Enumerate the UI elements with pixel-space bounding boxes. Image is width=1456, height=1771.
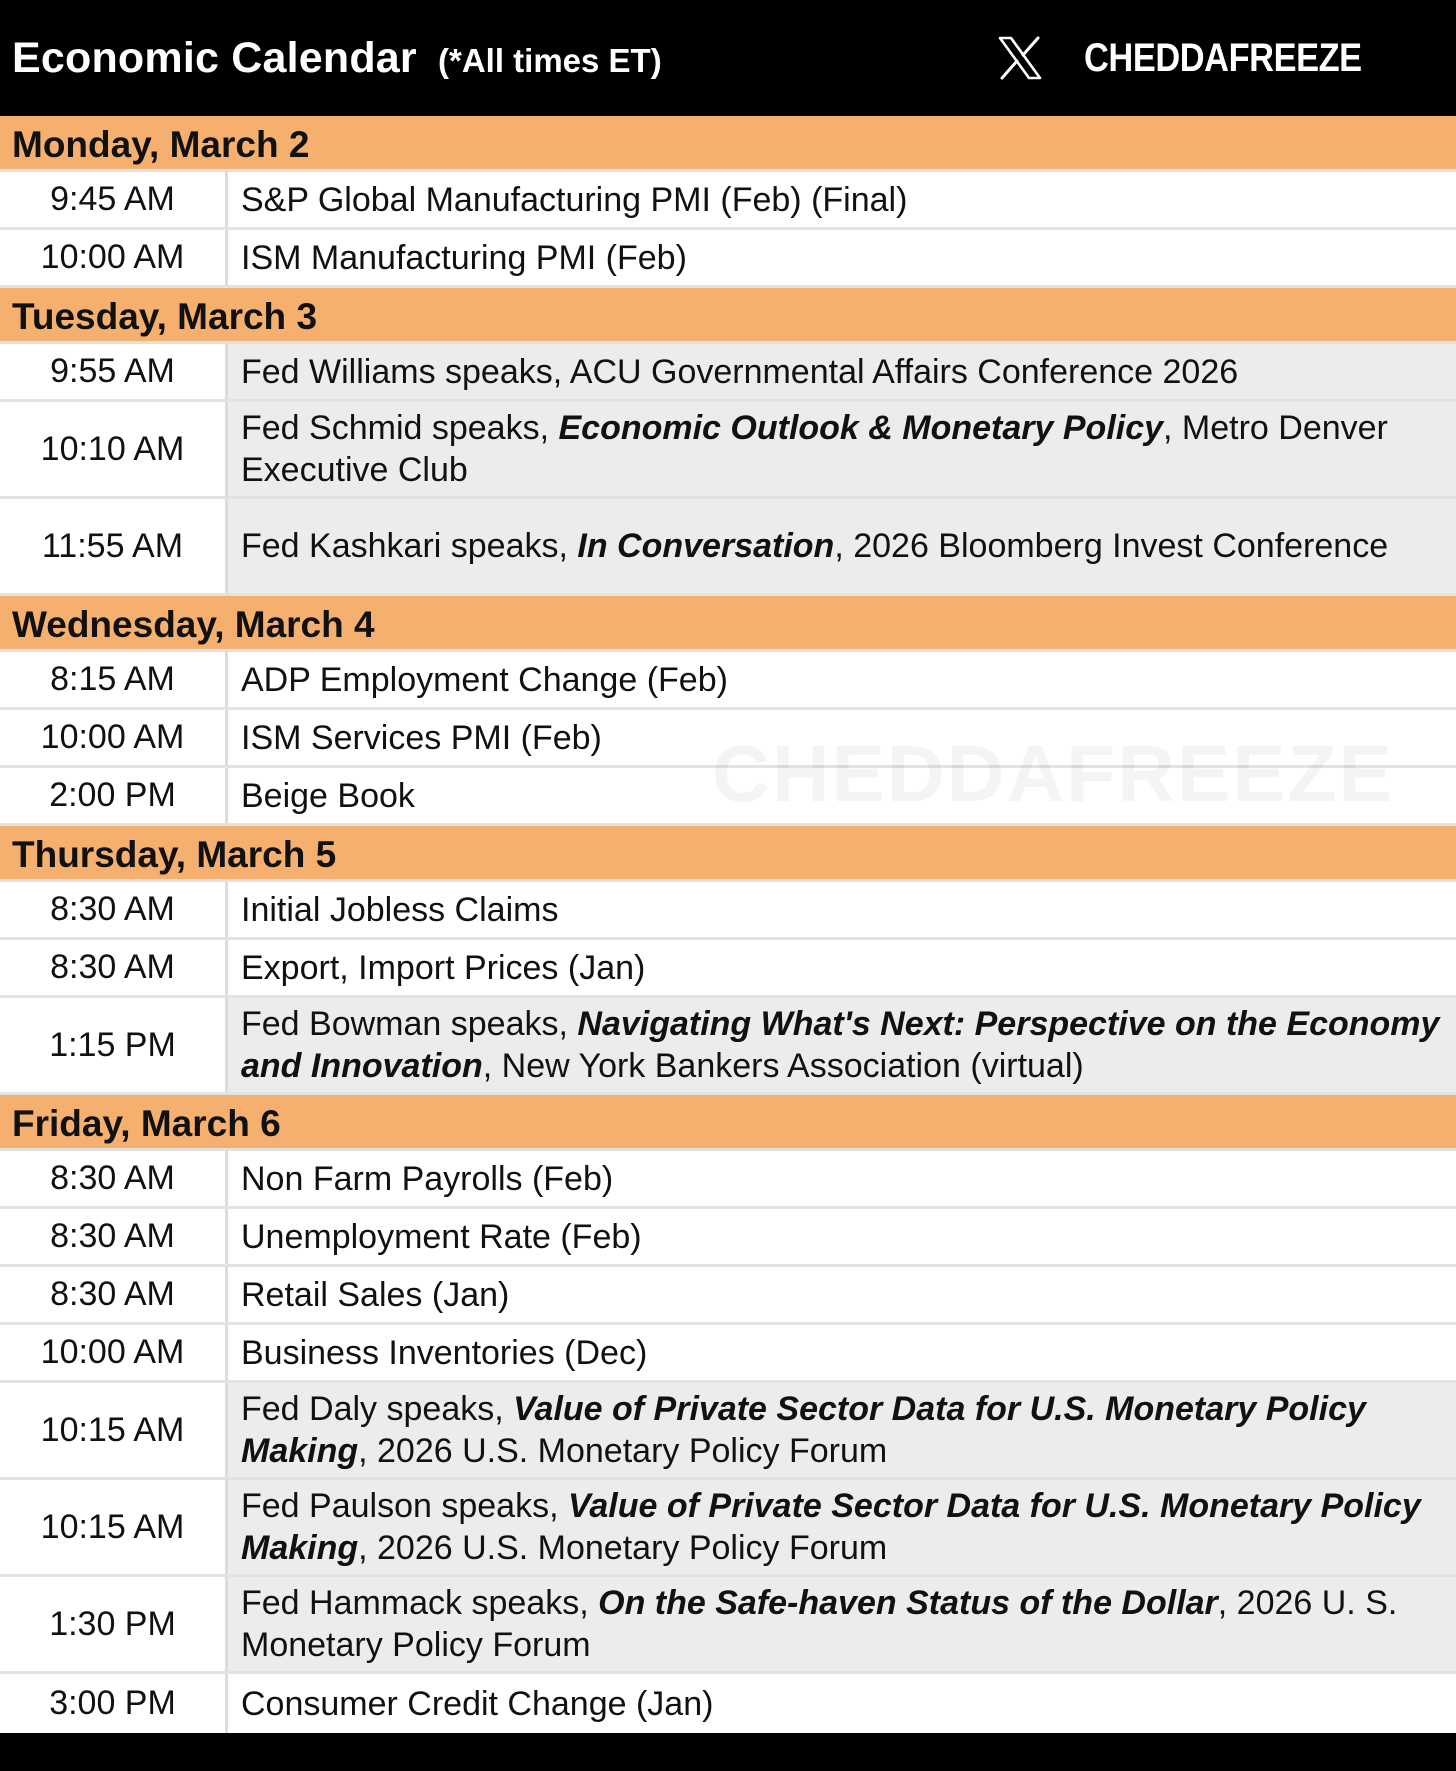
- event-text: S&P Global Manufacturing PMI (Feb) (Final): [241, 180, 908, 219]
- event-row: [0, 710, 1456, 768]
- event-text: Export, Import Prices (Jan): [241, 948, 646, 987]
- event-time: 8:30 AM: [0, 1151, 228, 1206]
- day-header: Thursday, March 5: [0, 826, 1456, 882]
- event-text: Business Inventories (Dec): [241, 1333, 648, 1372]
- event-row: [0, 652, 1456, 710]
- event-text: Initial Jobless Claims: [241, 890, 559, 929]
- event-row: [0, 1480, 1456, 1577]
- event-row: [0, 1577, 1456, 1674]
- event-row: [0, 230, 1456, 288]
- event-text: ADP Employment Change (Feb): [241, 660, 728, 699]
- venue-text: , New York Bankers Association (virtual): [482, 1047, 1084, 1085]
- event-row: [0, 402, 1456, 499]
- event-description: [228, 1480, 1456, 1574]
- event-description: [228, 998, 1456, 1092]
- event-text: Fed Williams speaks, ACU Governmental Affairs Conference 2026: [241, 352, 1239, 391]
- venue-text: , 2026 U.S. Monetary Policy Forum: [358, 1529, 888, 1567]
- event-description: [228, 882, 1456, 937]
- event-time: 10:15 AM: [0, 1383, 228, 1477]
- event-time: 1:30 PM: [0, 1577, 228, 1671]
- speech-topic: Value of Private Sector Data for U.S. Monetary Policy Making: [241, 1390, 1366, 1470]
- speech-topic: Value of Private Sector Data for U.S. Monetary Policy Making: [241, 1487, 1421, 1567]
- day-header: Friday, March 6: [0, 1095, 1456, 1151]
- timezone-note: (*All times ET): [438, 42, 662, 79]
- speaker-text: Fed Schmid speaks,: [241, 409, 559, 447]
- speech-topic: Navigating What's Next: Perspective on the Economy and Innovation: [241, 1005, 1440, 1085]
- event-row: [0, 499, 1456, 596]
- event-row: [0, 1151, 1456, 1209]
- event-description: [228, 230, 1456, 285]
- day-header: Wednesday, March 4: [0, 596, 1456, 652]
- speech-topic: On the Safe-haven Status of the Dollar: [598, 1584, 1218, 1622]
- speech-topic: Economic Outlook & Monetary Policy: [558, 409, 1164, 447]
- event-time: 11:55 AM: [0, 499, 228, 593]
- calendar-table: [0, 116, 1456, 1733]
- speaker-text: Fed Hammack speaks,: [241, 1584, 599, 1622]
- event-description: [228, 499, 1456, 593]
- speaker-text: Fed Bowman speaks,: [241, 1005, 578, 1043]
- event-time: 3:00 PM: [0, 1674, 228, 1733]
- event-time: 8:15 AM: [0, 652, 228, 707]
- event-description: [228, 402, 1456, 496]
- event-text: Non Farm Payrolls (Feb): [241, 1159, 614, 1198]
- venue-text: , 2026 U.S. Monetary Policy Forum: [358, 1432, 888, 1470]
- event-row: [0, 1209, 1456, 1267]
- event-text: Unemployment Rate (Feb): [241, 1217, 642, 1256]
- speaker-text: Fed Paulson speaks,: [241, 1487, 568, 1525]
- speech-topic: In Conversation: [577, 527, 835, 565]
- event-time: 10:10 AM: [0, 402, 228, 496]
- event-row: [0, 172, 1456, 230]
- event-row: [0, 882, 1456, 940]
- event-row: [0, 344, 1456, 402]
- event-description: [228, 172, 1456, 227]
- speaker-text: Fed Daly speaks,: [241, 1390, 514, 1428]
- event-text: Consumer Credit Change (Jan): [241, 1684, 714, 1723]
- event-time: 8:30 AM: [0, 940, 228, 995]
- venue-text: , Metro Denver Executive Club: [241, 409, 1388, 489]
- event-description: [228, 1674, 1456, 1733]
- event-description: [228, 710, 1456, 765]
- header-bar: [0, 0, 1456, 116]
- event-time: 8:30 AM: [0, 1209, 228, 1264]
- event-description: [228, 1151, 1456, 1206]
- event-time: 10:00 AM: [0, 230, 228, 285]
- event-row: [0, 1325, 1456, 1383]
- event-description: [228, 1577, 1456, 1671]
- day-header: Tuesday, March 3: [0, 288, 1456, 344]
- day-header: Monday, March 2: [0, 116, 1456, 172]
- venue-text: , 2026 U. S. Monetary Policy Forum: [241, 1584, 1398, 1664]
- event-text: Beige Book: [241, 776, 415, 815]
- event-row: [0, 1674, 1456, 1733]
- venue-text: , 2026 Bloomberg Invest Conference: [834, 527, 1389, 565]
- event-row: [0, 1383, 1456, 1480]
- event-time: 10:00 AM: [0, 1325, 228, 1380]
- event-time: 9:45 AM: [0, 172, 228, 227]
- event-row: [0, 768, 1456, 826]
- event-time: 8:30 AM: [0, 882, 228, 937]
- event-time: 8:30 AM: [0, 1267, 228, 1322]
- event-description: [228, 652, 1456, 707]
- event-description: [228, 768, 1456, 823]
- brand-name: CHEDDAFREEZE: [1084, 36, 1362, 80]
- x-logo-icon: [996, 36, 1044, 80]
- event-time: 1:15 PM: [0, 998, 228, 1092]
- event-text: ISM Services PMI (Feb): [241, 718, 602, 757]
- event-description: [228, 940, 1456, 995]
- event-description: [228, 1383, 1456, 1477]
- event-text: ISM Manufacturing PMI (Feb): [241, 238, 687, 277]
- event-row: [0, 940, 1456, 998]
- event-time: 10:00 AM: [0, 710, 228, 765]
- event-time: 10:15 AM: [0, 1480, 228, 1574]
- event-time: 9:55 AM: [0, 344, 228, 399]
- event-row: [0, 1267, 1456, 1325]
- event-text: Retail Sales (Jan): [241, 1275, 510, 1314]
- event-description: [228, 344, 1456, 399]
- event-row: [0, 998, 1456, 1095]
- event-time: 2:00 PM: [0, 768, 228, 823]
- event-description: [228, 1267, 1456, 1322]
- speaker-text: Fed Kashkari speaks,: [241, 527, 578, 565]
- event-description: [228, 1325, 1456, 1380]
- page-title: Economic Calendar: [12, 34, 417, 82]
- event-description: [228, 1209, 1456, 1264]
